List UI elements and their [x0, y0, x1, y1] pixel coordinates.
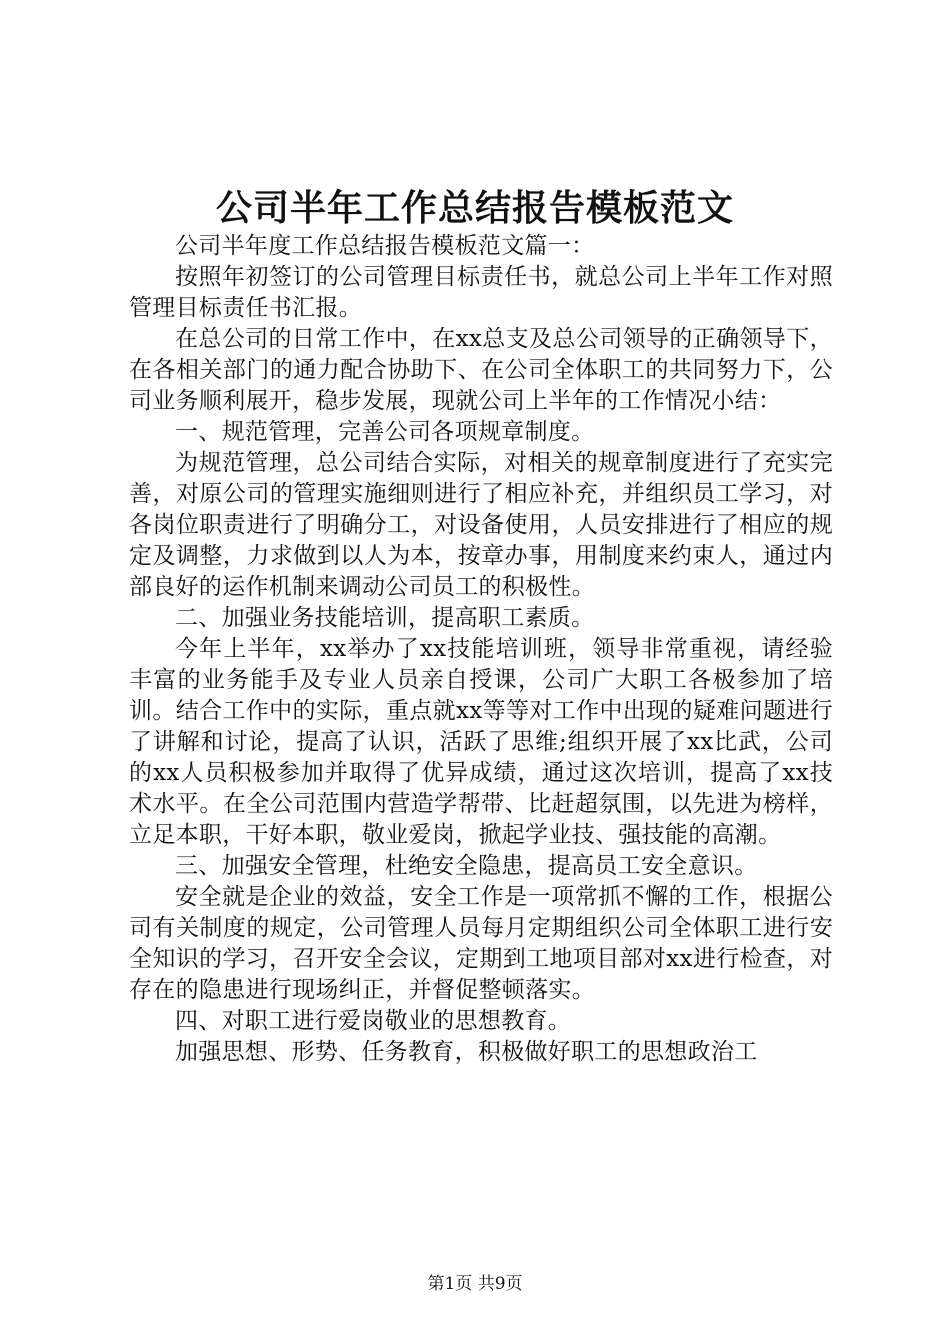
- section-heading: 三、加强安全管理，杜绝安全隐患，提高员工安全意识。: [175, 853, 758, 879]
- paragraph: 为规范管理，总公司结合实际，对相关的规章制度进行了充实完善，对原公司的管理实施细则进行了相应补充，并组织员工学习，对各岗位职责进行了明确分工，对设备使用，人员安排进行了相应的规定及调整，力求做到以人为本，按章办事，用制度来约束人，通过内部良好的运作机制来调动公司员工的积极性。: [129, 450, 833, 600]
- section-heading: 四、对职工进行爱岗敬业的思想教育。: [175, 1008, 572, 1034]
- document-title: 公司半年工作总结报告模板范文: [215, 187, 734, 229]
- page-number-footer: 第1页 共9页: [427, 1274, 523, 1294]
- document-body: [129, 231, 833, 1068]
- paragraph: 按照年初签订的公司管理目标责任书，就总公司上半年工作对照管理目标责任书汇报。: [129, 264, 833, 321]
- paragraph-intro-heading: 公司半年度工作总结报告模板范文篇一：: [175, 233, 595, 259]
- section-heading: 二、加强业务技能培训，提高职工素质。: [175, 605, 595, 631]
- paragraph: 今年上半年，xx举办了xx技能培训班，领导非常重视，请经验丰富的业务能手及专业人员亲自授课，公司广大职工各极参加了培训。结合工作中的实际，重点就xx等等对工作中出现的疑难问题进行了讲解和讨论，提高了认识，活跃了思维;组织开展了xx比武，公司的xx人员积极参加并取得了优异成绩，通过这次培训，提高了xx技术水平。在全公司范围内营造学帮带、比赶超氛围，以先进为榜样，立足本职，干好本职，敬业爱岗，掀起学业技、强技能的高潮。: [129, 636, 833, 848]
- paragraph: 加强思想、形势、任务教育，积极做好职工的思想政治工: [175, 1039, 758, 1065]
- paragraph: 在总公司的日常工作中，在xx总支及总公司领导的正确领导下，在各相关部门的通力配合协助下、在公司全体职工的共同努力下，公司业务顺利展开，稳步发展，现就公司上半年的工作情况小结：: [129, 326, 833, 414]
- section-heading: 一、规范管理，完善公司各项规章制度。: [175, 419, 595, 445]
- paragraph: 安全就是企业的效益，安全工作是一项常抓不懈的工作，根据公司有关制度的规定，公司管理人员每月定期组织公司全体职工进行安全知识的学习，召开安全会议，定期到工地项目部对xx进行检查，对存在的隐患进行现场纠正，并督促整顿落实。: [129, 884, 833, 1003]
